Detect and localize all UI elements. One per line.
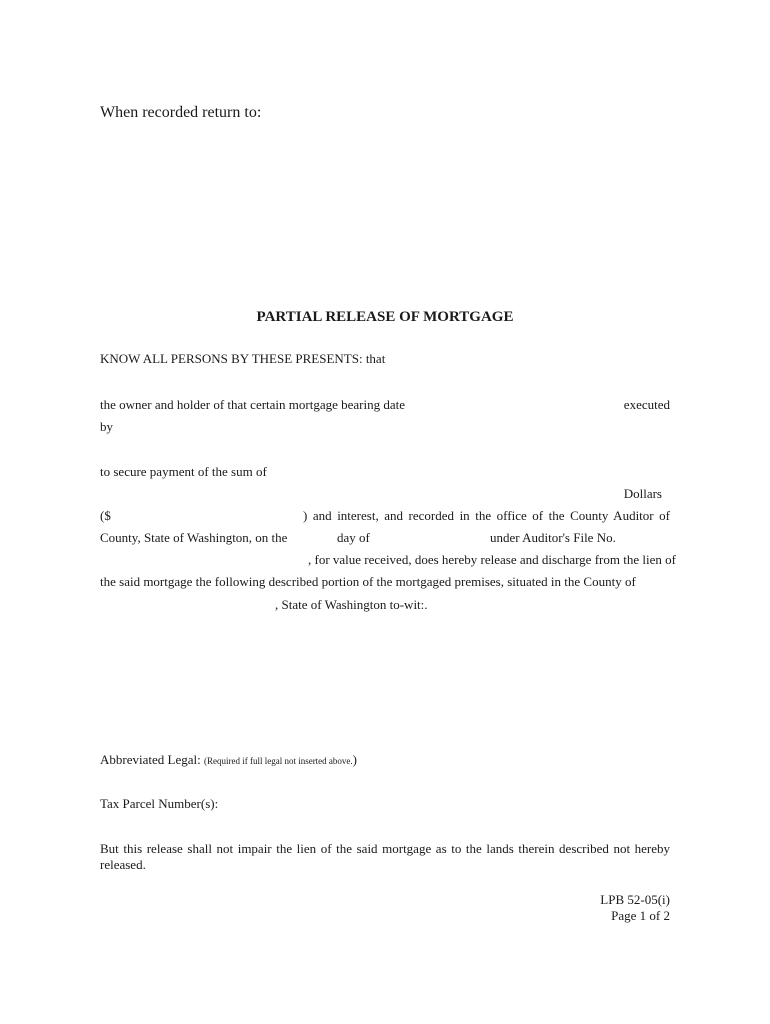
tax-parcel-label: Tax Parcel Number(s): — [100, 796, 219, 811]
said-mortgage-text: the said mortgage the following described portion of the mortgaged premises, situated in the County of — [100, 574, 636, 589]
form-id: LPB 52-05(i) — [600, 892, 670, 907]
executed-text: executed — [623, 397, 670, 412]
know-all-persons-text: KNOW ALL PERSONS BY THESE PRESENTS: that — [100, 351, 386, 366]
but-release-paragraph: But this release shall not impair the lien of the said mortgage as to the lands therein described not hereby released. — [100, 841, 670, 872]
abbreviated-legal-line — [100, 752, 357, 769]
state-wit-text: , State of Washington to-wit:. — [275, 597, 428, 612]
dollars-text: Dollars — [623, 486, 662, 501]
abbreviated-legal-close: ) — [352, 752, 358, 767]
value-received-text: , for value received, does hereby release and discharge from the lien of — [308, 552, 676, 567]
abbreviated-legal-label: Abbreviated Legal: — [100, 752, 204, 767]
secure-payment-text: to secure payment of the sum of — [100, 464, 267, 479]
owner-holder-text: the owner and holder of that certain mortgage bearing date — [100, 397, 406, 412]
and-interest-text: ) and interest, and recorded in the office of the County Auditor of — [303, 508, 670, 523]
abbreviated-legal-note: (Required if full legal not inserted above. — [203, 756, 353, 766]
dollar-open-text: ($ — [100, 508, 111, 523]
document-title: PARTIAL RELEASE OF MORTGAGE — [256, 309, 514, 325]
auditors-file-text: under Auditor's File No. — [490, 530, 616, 545]
county-state-text: County, State of Washington, on the — [100, 530, 288, 545]
return-to-label: When recorded return to: — [100, 104, 262, 121]
day-of-text: day of — [337, 530, 370, 545]
page-number: Page 1 of 2 — [611, 908, 670, 923]
by-text: by — [100, 419, 113, 434]
